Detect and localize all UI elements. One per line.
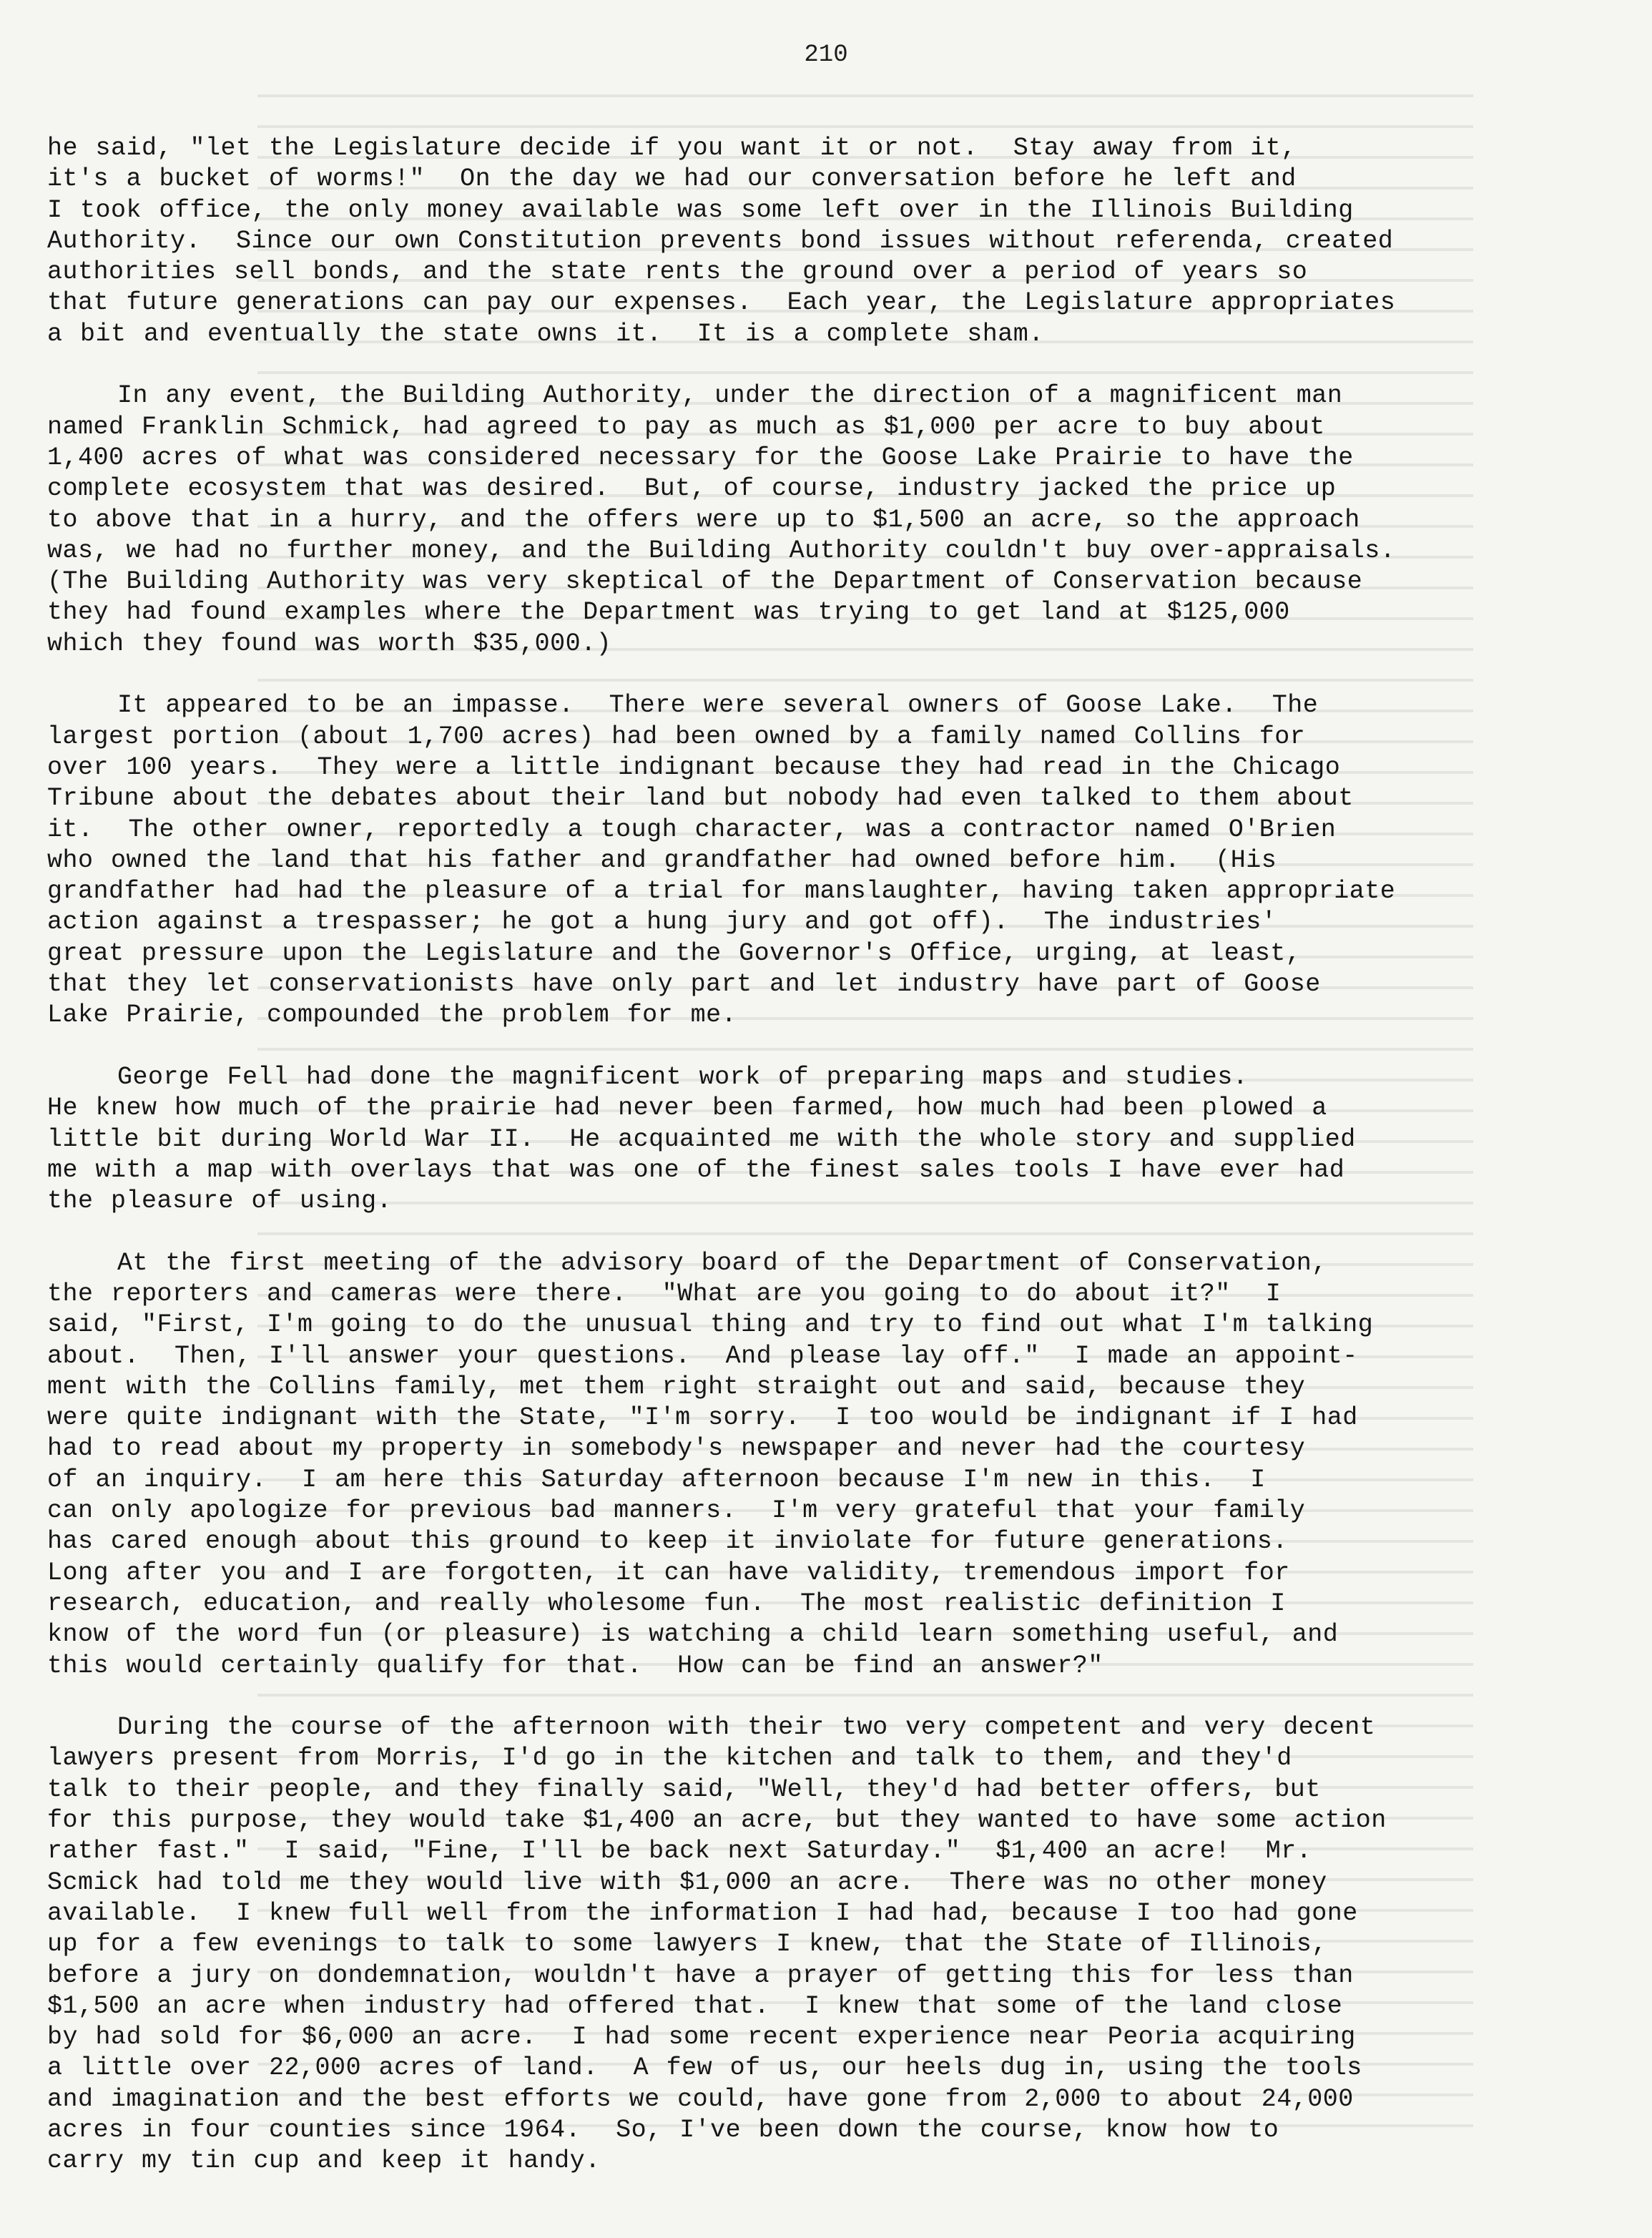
paragraph-6: [47, 1712, 1613, 2176]
text-line: Authority. Since our own Constitution prevents bond issues without referenda, created: [47, 226, 1394, 255]
text-line: George Fell had done the magnificent work of preparing maps and studies.: [47, 1062, 1249, 1091]
page-number: 210: [804, 41, 848, 69]
text-line: me with a map with overlays that was one of the finest sales tools I have ever had: [47, 1155, 1345, 1184]
paragraph-2: [47, 381, 1613, 659]
text-line: Long after you and I are forgotten, it can have validity, tremendous import for: [47, 1558, 1290, 1587]
text-line: for this purpose, they would take $1,400 an acre, but they wanted to have some action: [47, 1806, 1387, 1835]
text-line: about. Then, I'll answer your questions. And please lay off." I made an appoint-: [47, 1341, 1358, 1370]
text-line: rather fast." I said, "Fine, I'll be back next Saturday." $1,400 an acre! Mr.: [47, 1837, 1312, 1866]
text-line: said, "First, I'm going to do the unusual thing and try to find out what I'm talking: [47, 1310, 1374, 1340]
text-line: has cared enough about this ground to keep it inviolate for future generations.: [47, 1527, 1288, 1556]
text-line: which they found was worth $35,000.): [47, 629, 612, 658]
text-line: to above that in a hurry, and the offers were up to $1,500 an acre, so the approach: [47, 505, 1360, 534]
text-line: grandfather had had the pleasure of a trial for manslaughter, having taken appropriate: [47, 877, 1396, 906]
body-text: [47, 133, 1613, 2177]
paragraph-5: [47, 1248, 1613, 1682]
text-line: action against a trespasser; he got a hung jury and got off). The industries': [47, 908, 1277, 937]
text-line: little bit during World War II. He acquainted me with the whole story and supplied: [47, 1124, 1356, 1154]
text-line: authorities sell bonds, and the state rents the ground over a period of years so: [47, 257, 1308, 287]
paragraph-gap: [47, 1217, 1613, 1247]
text-line: During the course of the afternoon with their two very competent and very decent: [47, 1713, 1376, 1742]
paragraph-3: [47, 690, 1613, 1031]
text-line: it's a bucket of worms!" On the day we had our conversation before he left and: [47, 165, 1297, 194]
text-line: before a jury on dondemnation, wouldn't have a prayer of getting this for less than: [47, 1960, 1354, 1990]
text-line: carry my tin cup and keep it handy.: [47, 2146, 601, 2176]
text-line: was, we had no further money, and the Building Authority couldn't buy over-appraisals.: [47, 536, 1396, 565]
text-line: Lake Prairie, compounded the problem for me.: [47, 1001, 737, 1030]
text-line: available. I knew full well from the information I had had, because I too had gone: [47, 1898, 1358, 1928]
text-line: they had found examples where the Department was trying to get land at $125,000: [47, 598, 1290, 627]
text-line: Tribune about the debates about their land but nobody had even talked to them about: [47, 784, 1354, 813]
text-line: that future generations can pay our expenses. Each year, the Legislature appropriates: [47, 288, 1396, 318]
paragraph-1: [47, 133, 1613, 350]
paragraph-gap: [47, 1682, 1613, 1712]
paragraph-gap: [47, 350, 1613, 381]
text-line: He knew how much of the prairie had never been farmed, how much had been plowed a: [47, 1094, 1327, 1123]
text-line: Scmick had told me they would live with $1,000 an acre. There was no other money: [47, 1868, 1327, 1897]
text-line: $1,500 an acre when industry had offered that. I knew that some of the land close: [47, 1991, 1343, 2021]
text-line: who owned the land that his father and grandfather had owned before him. (His: [47, 845, 1277, 875]
text-line: lawyers present from Morris, I'd go in the kitchen and talk to them, and they'd: [47, 1744, 1292, 1773]
text-line: named Franklin Schmick, had agreed to pay as much as $1,000 per acre to buy about: [47, 412, 1325, 441]
text-line: ment with the Collins family, met them right straight out and said, because they: [47, 1372, 1306, 1401]
text-line: were quite indignant with the State, "I'm sorry. I too would be indignant if I had: [47, 1403, 1358, 1433]
text-line: over 100 years. They were a little indignant because they had read in the Chicago: [47, 752, 1341, 782]
text-line: great pressure upon the Legislature and the Governor's Office, urging, at least,: [47, 938, 1302, 968]
text-line: can only apologize for previous bad manners. I'm very grateful that your family: [47, 1496, 1306, 1526]
text-line: largest portion (about 1,700 acres) had been owned by a family named Collins for: [47, 722, 1306, 751]
paragraph-gap: [47, 1031, 1613, 1062]
text-line: that they let conservationists have only part and let industry have part of Goose: [47, 970, 1321, 999]
text-line: talk to their people, and they finally said, "Well, they'd had better offers, but: [47, 1775, 1321, 1804]
text-line: I took office, the only money available was some left over in the Illinois Building: [47, 195, 1354, 225]
text-line: (The Building Authority was very skeptical of the Department of Conservation because: [47, 567, 1363, 597]
text-line: the reporters and cameras were there. "What are you going to do about it?" I: [47, 1279, 1282, 1308]
text-line: 1,400 acres of what was considered necessary for the Goose Lake Prairie to have the: [47, 443, 1354, 472]
text-line: up for a few evenings to talk to some lawyers I knew, that the State of Illinois,: [47, 1930, 1327, 1959]
paragraph-4: [47, 1062, 1613, 1217]
text-line: and imagination and the best efforts we could, have gone from 2,000 to about 24,000: [47, 2084, 1354, 2114]
paragraph-gap: [47, 659, 1613, 690]
text-line: by had sold for $6,000 an acre. I had some recent experience near Peoria acquiring: [47, 2023, 1356, 2052]
text-line: At the first meeting of the advisory board of the Department of Conservation,: [47, 1248, 1327, 1277]
text-line: of an inquiry. I am here this Saturday afternoon because I'm new in this. I: [47, 1465, 1266, 1494]
text-line: a bit and eventually the state owns it. It is a complete sham.: [47, 319, 1044, 348]
text-line: a little over 22,000 acres of land. A few of us, our heels dug in, using the tools: [47, 2053, 1362, 2083]
text-line: this would certainly qualify for that. How can be find an answer?": [47, 1651, 1103, 1680]
text-line: complete ecosystem that was desired. But, of course, industry jacked the price up: [47, 474, 1337, 504]
text-line: research, education, and really wholesome fun. The most realistic definition I: [47, 1589, 1286, 1618]
text-line: It appeared to be an impasse. There were several owners of Goose Lake. The: [47, 691, 1319, 720]
text-line: it. The other owner, reportedly a tough character, was a contractor named O'Brien: [47, 815, 1337, 844]
text-line: acres in four counties since 1964. So, I've been down the course, know how to: [47, 2116, 1279, 2144]
text-line: he said, "let the Legislature decide if you want it or not. Stay away from it,: [47, 134, 1297, 162]
text-line: know of the word fun (or pleasure) is watching a child learn something useful, and: [47, 1620, 1339, 1649]
text-line: the pleasure of using.: [47, 1187, 393, 1216]
text-line: had to read about my property in somebody's newspaper and never had the courtesy: [47, 1434, 1306, 1463]
text-line: In any event, the Building Authority, under the direction of a magnificent man: [47, 381, 1343, 411]
